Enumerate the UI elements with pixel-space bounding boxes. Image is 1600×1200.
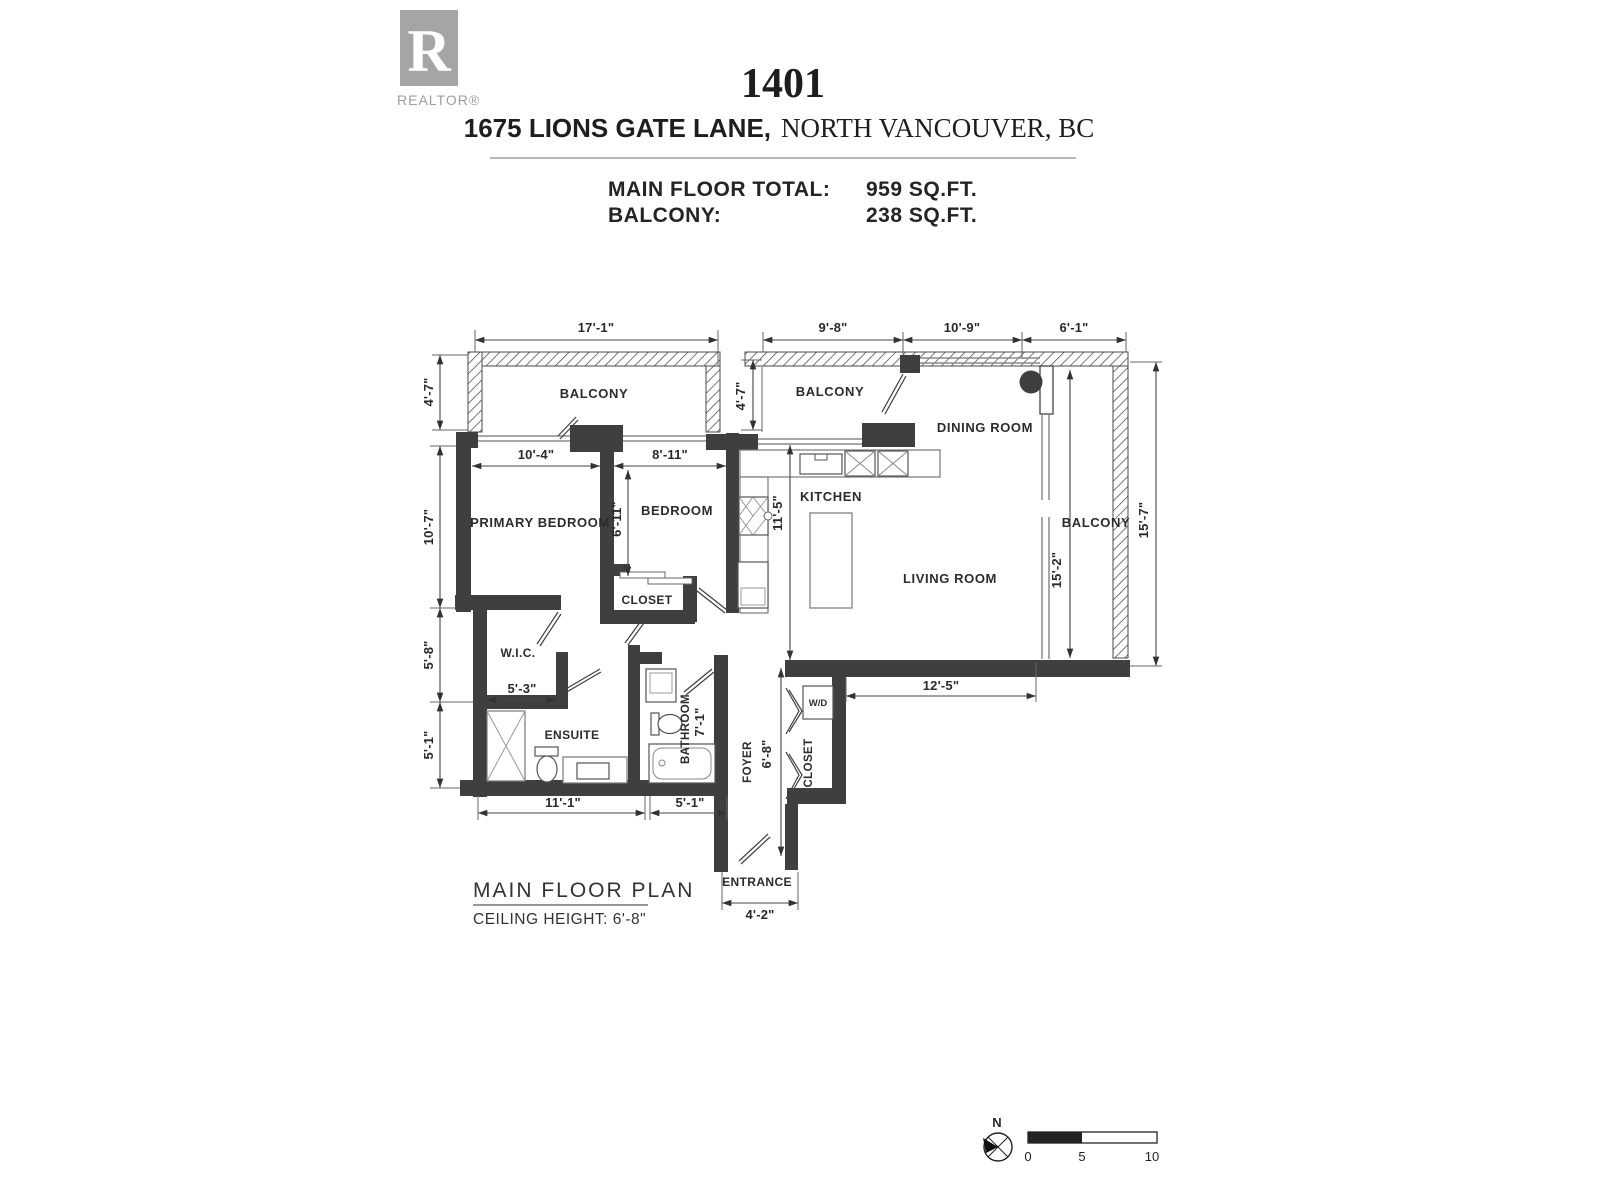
dim-balcony-right-inner: 15'-2" [1049, 551, 1064, 589]
wall-segment [600, 610, 695, 624]
dim-bathroom-depth: 7'-1" [692, 707, 707, 737]
realtor-brand-label: REALTOR® [397, 92, 481, 108]
compass-and-scale [983, 1115, 1159, 1164]
wall-segment [787, 788, 846, 804]
dim-foyer-depth: 6'-8" [759, 739, 774, 769]
dim-ensuite-width: 11'-1" [545, 795, 581, 810]
dim-right-width: 6'-1" [1059, 320, 1089, 335]
door-swing [739, 834, 770, 864]
wall-segment [785, 804, 798, 870]
wall-segment [900, 355, 920, 373]
toilet [537, 756, 557, 782]
scale-tick-10: 10 [1144, 1149, 1160, 1164]
balcony-right-side-wall [1113, 366, 1128, 658]
dim-balcony1-depth: 4'-7" [421, 377, 436, 407]
room-label-foyer: FOYER [742, 741, 754, 783]
room-label-kitchen: KITCHEN [800, 489, 862, 504]
room-label-bedroom: BEDROOM [640, 503, 714, 518]
dim-kitchen-depth: 11'-5" [770, 495, 785, 531]
scale-tick-0: 0 [1024, 1149, 1032, 1164]
kitchen-sink [800, 454, 842, 474]
dim-ensuite-depth: 5'-1" [421, 730, 436, 760]
address-line [464, 113, 1094, 143]
dim-primary-depth: 10'-7" [421, 508, 436, 546]
room-label-primary-bedroom: PRIMARY BEDROOM [470, 515, 610, 530]
scale-bar-filled [1028, 1132, 1082, 1143]
wall-segment [473, 695, 561, 709]
wall-segment [640, 652, 662, 664]
wall-segment [456, 432, 471, 612]
dining-table [1020, 371, 1043, 394]
room-label-balcony-top-mid: BALCONY [795, 384, 865, 399]
dim-wic-width: 5'-3" [507, 681, 537, 696]
vanity-sink [577, 763, 609, 779]
room-label-balcony-top-left: BALCONY [559, 386, 629, 401]
door-swing [564, 669, 601, 693]
address-city: NORTH VANCOUVER, BC [781, 113, 1095, 143]
dim-living-width: 12'-5" [922, 678, 960, 693]
area-row-label-balcony: BALCONY: [608, 204, 722, 227]
sliding-door [648, 578, 692, 584]
bifold-door [786, 688, 802, 734]
balcony1-left-wall [468, 352, 482, 432]
wall-segment [628, 645, 640, 790]
dim-wic-depth: 5'-8" [421, 640, 436, 670]
plan-title: MAIN FLOOR PLAN [473, 879, 695, 902]
dim-entrance-width: 4'-2" [745, 907, 775, 922]
room-label-dining: DINING ROOM [936, 420, 1034, 435]
room-label-ensuite: ENSUITE [544, 728, 600, 742]
room-label-washer-dryer: W/D [808, 698, 828, 709]
kitchen-island [810, 513, 852, 608]
dim-balcony-right-outer: 15'-7" [1136, 501, 1151, 539]
room-label-living: LIVING ROOM [903, 571, 997, 586]
door-swing [684, 669, 714, 695]
area-row-label-main: MAIN FLOOR TOTAL: [608, 178, 831, 201]
balcony2-top-wall [745, 352, 1128, 366]
room-label-hall-closet: CLOSET [803, 738, 815, 788]
toilet [658, 715, 682, 734]
address-street: 1675 LIONS GATE LANE, [463, 113, 772, 143]
unit-number: 1401 [741, 61, 825, 107]
door-swing [537, 612, 561, 646]
dim-bedroom-depth: 6'-11" [609, 501, 624, 537]
wall-segment [556, 652, 568, 709]
room-label-bedroom-closet: CLOSET [621, 593, 673, 607]
window-frame [1040, 366, 1053, 414]
dim-balcony2-depth: 4'-7" [733, 381, 748, 411]
dim-primary-width: 10'-4" [517, 447, 555, 462]
area-row-value-main: 959 SQ.FT. [866, 178, 978, 201]
balcony1-right-wall [706, 366, 720, 432]
room-label-bathroom: BATHROOM [680, 693, 692, 765]
room-label-balcony-right: BALCONY [1061, 515, 1131, 530]
sliding-door [620, 572, 665, 578]
room-label-wic: W.I.C. [500, 646, 536, 660]
title-block [473, 879, 694, 928]
dim-hall-width: 5'-1" [675, 795, 705, 810]
toilet-tank [535, 747, 558, 756]
wall-segment [714, 655, 728, 872]
door-swing [882, 374, 906, 414]
ceiling-height-note: CEILING HEIGHT: 6'-8" [473, 911, 647, 928]
dim-dining-width: 10'-9" [943, 320, 981, 335]
dim-balcony1-width: 17'-1" [577, 320, 615, 335]
fridge [738, 562, 768, 608]
dim-bedroom-width: 8'-11" [652, 447, 688, 462]
wall-segment [570, 425, 623, 452]
door-swing [697, 588, 727, 613]
wall-segment [862, 423, 915, 447]
room-label-entrance: ENTRANCE [722, 875, 792, 889]
balcony1-top-wall [468, 352, 720, 366]
dim-balcony2-width: 9'-8" [818, 320, 848, 335]
area-row-value-balcony: 238 SQ.FT. [866, 204, 978, 227]
north-label: N [992, 1115, 1002, 1130]
wall-segment [832, 662, 846, 790]
wall-segment [726, 433, 739, 613]
scale-tick-5: 5 [1078, 1149, 1086, 1164]
wall-segment [455, 595, 561, 610]
header [397, 10, 1094, 227]
realtor-logo-letter: R [407, 18, 451, 84]
